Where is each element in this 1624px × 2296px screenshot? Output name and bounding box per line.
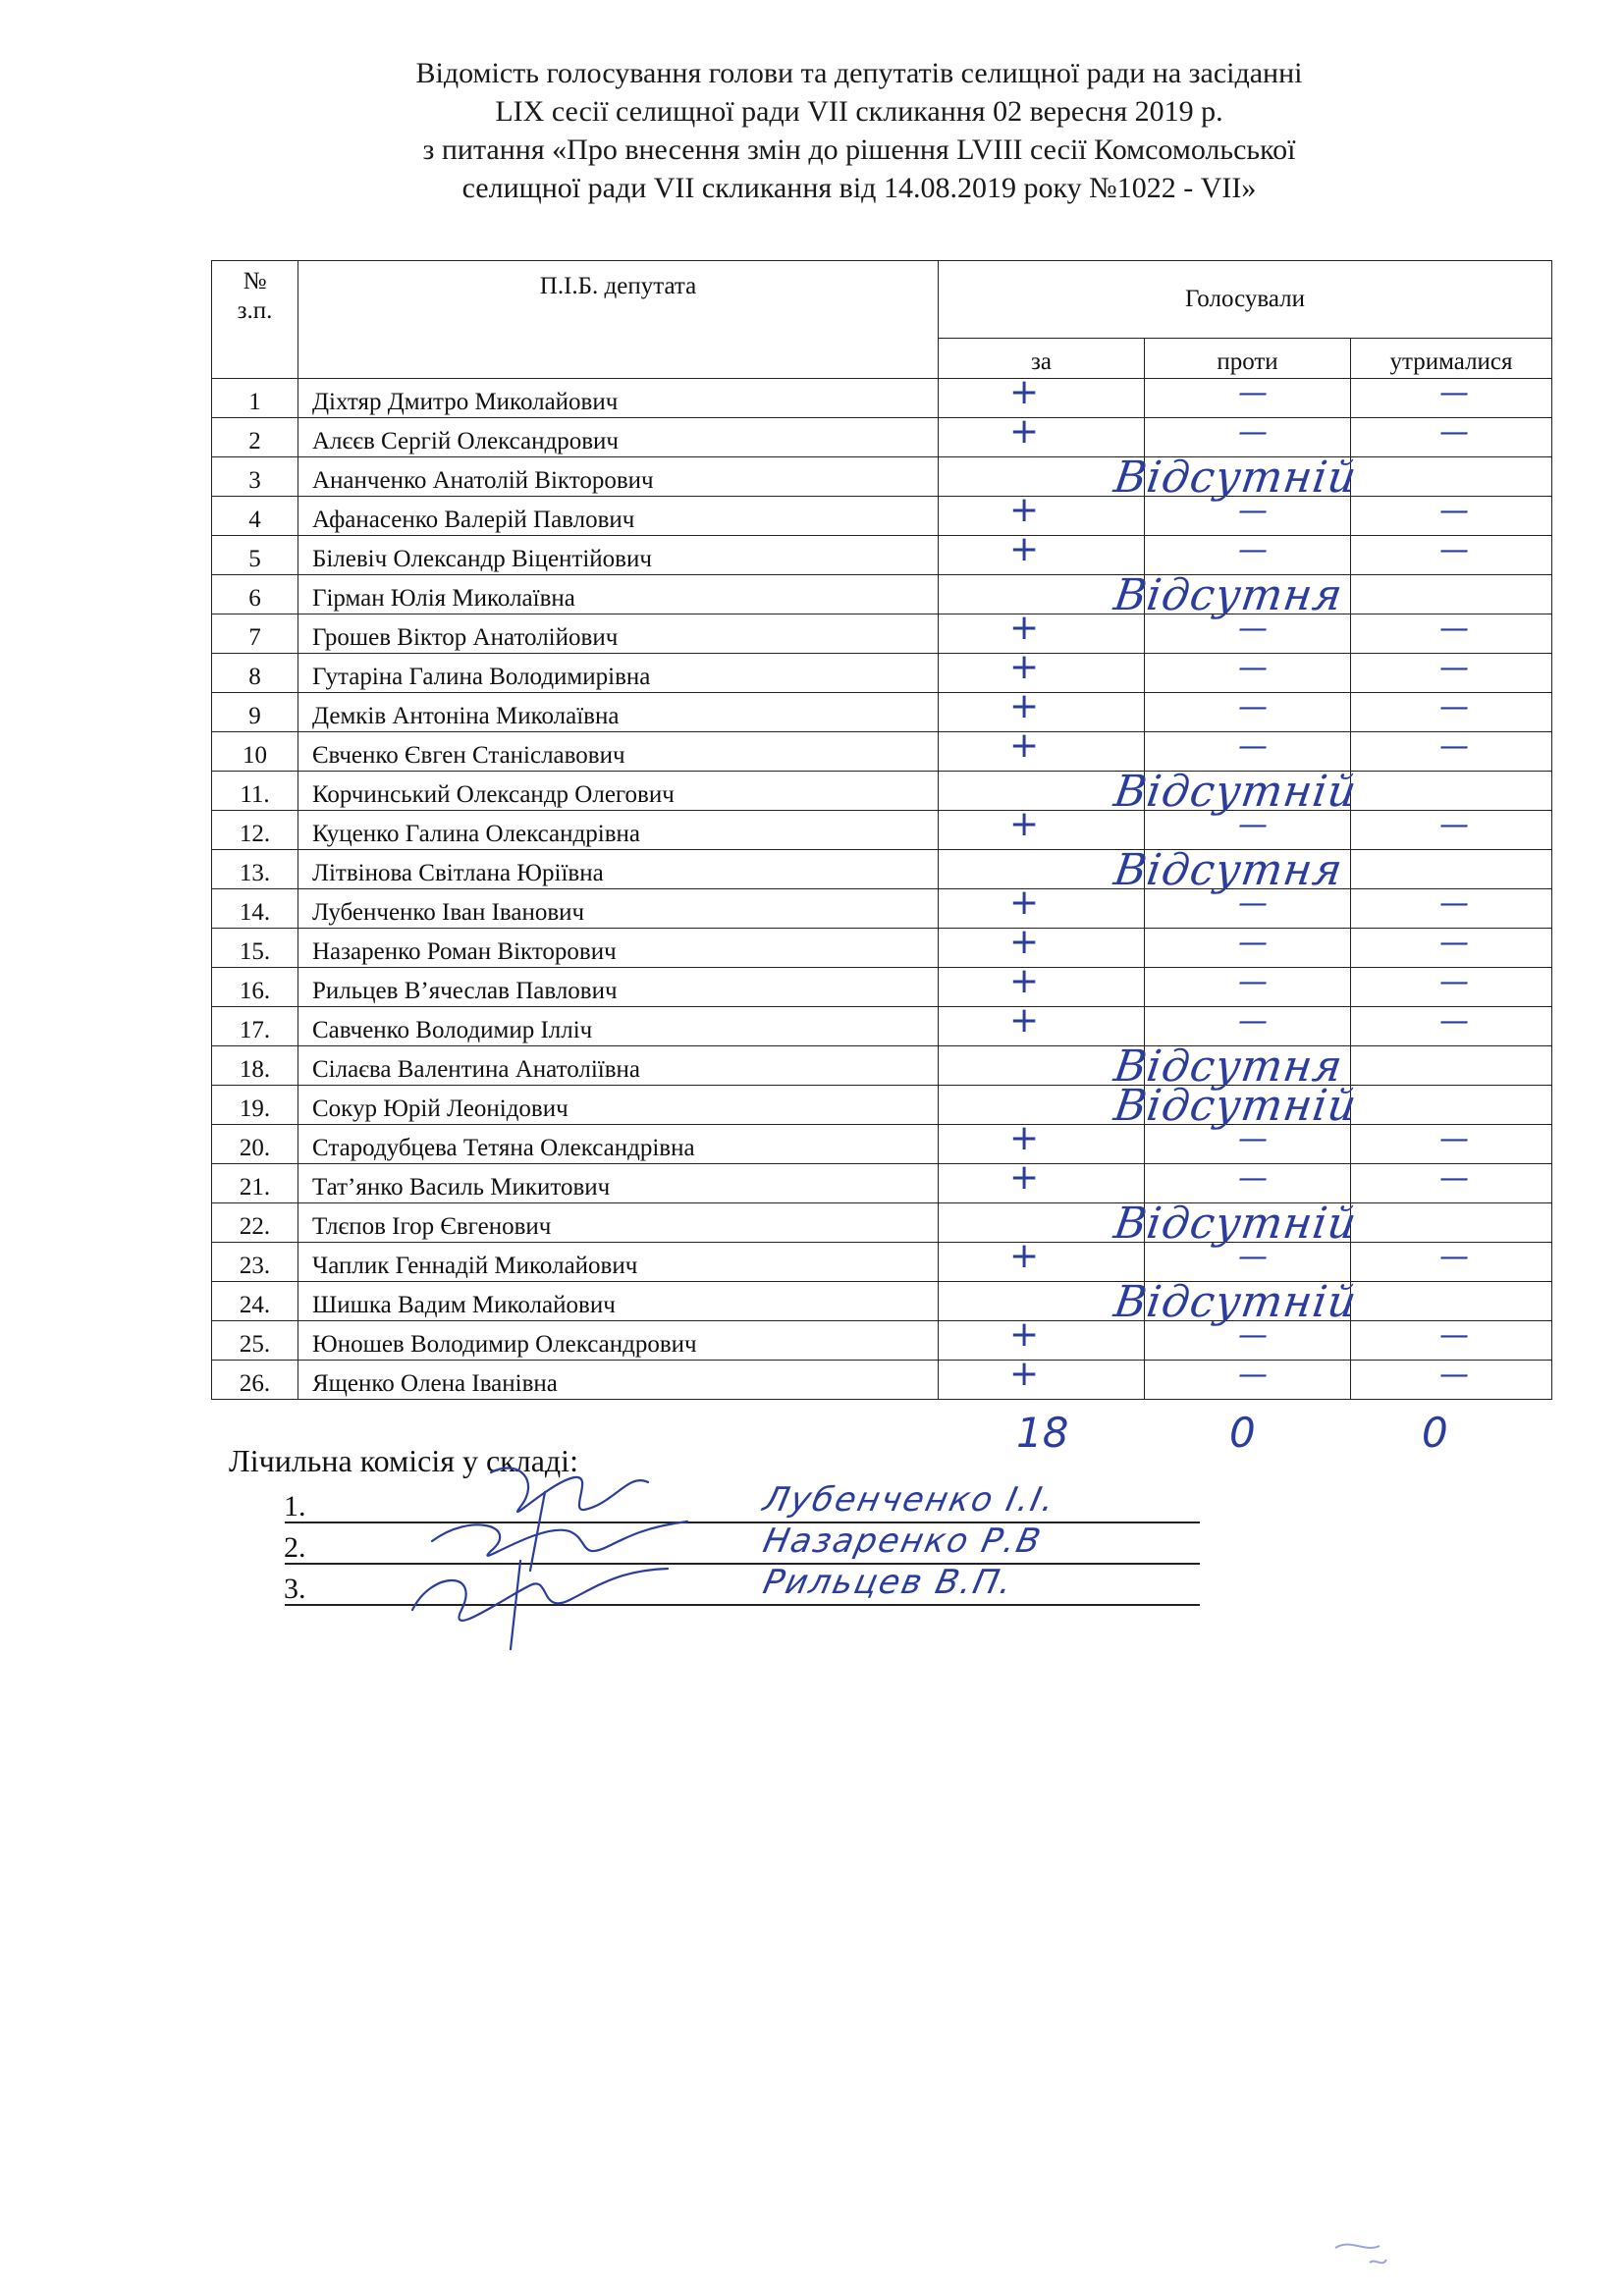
vote-dash-mark: — [1439,810,1469,842]
deputy-name: Куценко Галина Олександрівна [298,811,939,850]
vote-plus-mark: + [1009,810,1040,844]
deputy-name: Назаренко Роман Вікторович [298,929,939,968]
vote-cell-proty [1145,1164,1351,1203]
row-number: 8 [212,654,298,693]
table-row [212,418,1552,457]
title-line-3: з питання «Про внесення змін до рішення LVIII сесії Комсомольської [422,133,1296,166]
deputy-name: Алєєв Сергій Олександрович [298,418,939,457]
vote-dash-mark: — [1439,731,1469,764]
row-number: 21. [212,1164,298,1203]
vote-dash-mark: — [1439,888,1469,921]
vote-cell-utr [1351,1282,1552,1321]
vote-dash-mark: — [1238,1006,1268,1039]
total-za: 18 [1016,1409,1069,1457]
vote-cell-utr [1351,575,1552,614]
title-line-2: LIX сесії селищної ради VII скликання 02 вересня 2019 р. [495,95,1223,128]
vote-cell-utr [1351,929,1552,968]
vote-plus-mark: + [1009,1242,1040,1276]
row-number: 14. [212,889,298,929]
vote-cell-utr [1351,1007,1552,1046]
table-row [212,693,1552,732]
total-proty: 0 [1229,1409,1256,1457]
vote-dash-mark: — [1439,1124,1469,1156]
vote-dash-mark: — [1439,1006,1469,1039]
vote-cell-utr [1351,1321,1552,1361]
vote-cell-proty [1145,379,1351,418]
row-number: 26. [212,1361,298,1400]
member-number: 1. [284,1490,306,1522]
member-name: Лубенченко І.І. [759,1480,1060,1520]
vote-dash-mark: — [1439,1242,1469,1274]
table-row [212,1046,1552,1086]
absent-note: Відсутня [1110,570,1346,620]
vote-cell-proty [1145,693,1351,732]
vote-dash-mark: — [1439,496,1469,528]
deputy-name: Діхтяр Дмитро Миколайович [298,379,939,418]
vote-dash-mark: — [1238,692,1268,724]
deputy-name: Савченко Володимир Ілліч [298,1007,939,1046]
vote-plus-mark: + [1009,1163,1040,1198]
row-number: 1 [212,379,298,418]
vote-plus-mark: + [1009,378,1040,412]
member-name: Рильцев В.П. [759,1563,1018,1602]
row-number: 16. [212,968,298,1007]
table-row [212,1007,1552,1046]
vote-cell-utr [1351,732,1552,772]
absent-note: Відсутній [1110,453,1361,503]
deputy-name: Ананченко Анатолій Вікторович [298,457,939,497]
vote-plus-mark: + [1009,653,1040,687]
vote-cell-proty [1145,536,1351,575]
vote-cell-za [939,654,1145,693]
vote-plus-mark: + [1009,1124,1040,1158]
vote-dash-mark: — [1238,731,1268,764]
vote-plus-mark: + [1009,496,1040,530]
vote-dash-mark: — [1439,1163,1469,1196]
vote-plus-mark: + [1009,1360,1040,1394]
vote-dash-mark: — [1238,1124,1268,1156]
vote-cell-utr [1351,968,1552,1007]
table-row [212,889,1552,929]
deputy-name: Лубенченко Іван Іванович [298,889,939,929]
vote-cell-za [939,379,1145,418]
vote-cell-utr [1351,1203,1552,1243]
title-line-1: Відомість голосування голови та депутатів селищної ради на засіданні [415,57,1303,89]
signature-scribbles [373,1453,727,1659]
vote-plus-mark: + [1009,888,1040,923]
deputy-name: Сілаєва Валентина Анатоліївна [298,1046,939,1086]
vote-cell-utr [1351,379,1552,418]
vote-cell-utr [1351,497,1552,536]
deputy-name: Гутаріна Галина Володимирівна [298,654,939,693]
vote-cell-utr [1351,693,1552,732]
table-row [212,1164,1552,1203]
vote-dash-mark: — [1238,1163,1268,1196]
vote-dash-mark: — [1238,653,1268,685]
vote-cell-utr [1351,811,1552,850]
vote-dash-mark: — [1238,967,1268,999]
vote-dash-mark: — [1238,614,1268,646]
vote-cell-proty [1145,1007,1351,1046]
commission-label: Лічильна комісія у складі: [229,1443,578,1478]
title-line-4: селищної ради VII скликання від 14.08.2019 року №1022 - VII» [461,172,1257,204]
vote-cell-utr [1351,1125,1552,1164]
deputy-name: Гірман Юлія Миколаївна [298,575,939,614]
vote-cell-proty [1145,418,1351,457]
row-number: 18. [212,1046,298,1086]
vote-plus-mark: + [1009,535,1040,569]
deputy-name: Стародубцева Тетяна Олександрівна [298,1125,939,1164]
row-number: 23. [212,1243,298,1282]
absent-note: Відсутній [1110,1199,1361,1249]
vote-cell-za [939,536,1145,575]
document-title [245,54,1473,207]
deputy-name: Євченко Євген Станіславович [298,732,939,772]
vote-cell-utr [1351,457,1552,497]
vote-cell-utr [1351,654,1552,693]
header-number [212,261,298,379]
vote-cell-utr [1351,614,1552,654]
header-name: П.І.Б. депутата [298,261,939,379]
vote-dash-mark: — [1439,928,1469,960]
vote-plus-mark: + [1009,614,1040,648]
row-number: 4 [212,497,298,536]
vote-cell-za [939,732,1145,772]
header-proty: проти [1145,339,1351,379]
row-number: 15. [212,929,298,968]
table-row [212,1361,1552,1400]
deputy-name: Літвінова Світлана Юріївна [298,850,939,889]
deputy-name: Білевіч Олександр Віцентійович [298,536,939,575]
table-row [212,654,1552,693]
total-utrymalysia: 0 [1422,1409,1448,1457]
vote-plus-mark: + [1009,731,1040,766]
vote-dash-mark: — [1439,967,1469,999]
row-number: 12. [212,811,298,850]
row-number: 19. [212,1086,298,1125]
vote-cell-utr [1351,1086,1552,1125]
vote-dash-mark: — [1238,888,1268,921]
vote-plus-mark: + [1009,1320,1040,1355]
vote-cell-utr [1351,889,1552,929]
vote-cell-utr [1351,536,1552,575]
vote-plus-mark: + [1009,1006,1040,1041]
vote-cell-utr [1351,850,1552,889]
row-number: 20. [212,1125,298,1164]
vote-cell-proty [1145,1361,1351,1400]
deputy-name: Корчинський Олександр Олегович [298,772,939,811]
vote-dash-mark: — [1439,1320,1469,1353]
table-row [212,614,1552,654]
header-number-sign: № [243,268,267,294]
absent-note: Відсутній [1110,767,1361,817]
vote-plus-mark: + [1009,417,1040,452]
vote-dash-mark: — [1238,1360,1268,1392]
vote-cell-proty [1145,968,1351,1007]
vote-dash-mark: — [1238,1242,1268,1274]
header-number-abbr: з.п. [237,297,273,324]
deputy-name: Тат’янко Василь Микитович [298,1164,939,1203]
stray-mark [1326,2228,1404,2277]
row-number: 11. [212,772,298,811]
deputy-name: Афанасенко Валерій Павлович [298,497,939,536]
row-number: 22. [212,1203,298,1243]
vote-dash-mark: — [1439,535,1469,567]
vote-dash-mark: — [1238,1320,1268,1353]
member-name: Назаренко Р.В [759,1522,1047,1561]
vote-plus-mark: + [1009,967,1040,1001]
vote-cell-utr [1351,772,1552,811]
table-row [212,575,1552,614]
absent-note: Відсутня [1110,1041,1346,1092]
row-number: 9 [212,693,298,732]
deputy-name: Ященко Олена Іванівна [298,1361,939,1400]
row-number: 6 [212,575,298,614]
deputy-name: Сокур Юрій Леонідович [298,1086,939,1125]
member-number: 2. [284,1531,306,1564]
vote-plus-mark: + [1009,692,1040,726]
table-row [212,379,1552,418]
vote-cell-utr [1351,418,1552,457]
vote-cell-proty [1145,929,1351,968]
absent-note: Відсутня [1110,845,1346,895]
vote-cell-utr [1351,1361,1552,1400]
vote-dash-mark: — [1238,810,1268,842]
row-number: 25. [212,1321,298,1361]
vote-cell-proty [1145,732,1351,772]
deputy-name: Шишка Вадим Миколайович [298,1282,939,1321]
deputy-name: Чаплик Геннадій Миколайович [298,1243,939,1282]
vote-dash-mark: — [1439,614,1469,646]
vote-dash-mark: — [1238,496,1268,528]
header-voted: Голосували [939,261,1552,339]
absent-note: Відсутній [1110,1277,1361,1327]
vote-cell-utr [1351,1243,1552,1282]
vote-dash-mark: — [1439,692,1469,724]
vote-cell-za [939,968,1145,1007]
table-row [212,850,1552,889]
row-number: 7 [212,614,298,654]
vote-plus-mark: + [1009,928,1040,962]
header-za: за [939,339,1145,379]
header-utrymalysia: утрималися [1351,339,1552,379]
deputy-name: Тлєпов Ігор Євгенович [298,1203,939,1243]
vote-cell-za [939,693,1145,732]
row-number: 5 [212,536,298,575]
row-number: 2 [212,418,298,457]
vote-cell-proty [1145,654,1351,693]
table-row [212,536,1552,575]
vote-dash-mark: — [1439,417,1469,450]
vote-dash-mark: — [1439,653,1469,685]
vote-dash-mark: — [1238,378,1268,410]
table-row [212,968,1552,1007]
row-number: 24. [212,1282,298,1321]
vote-dash-mark: — [1439,378,1469,410]
row-number: 3 [212,457,298,497]
deputy-name: Юношев Володимир Олександрович [298,1321,939,1361]
row-number: 17. [212,1007,298,1046]
row-number: 10 [212,732,298,772]
table-row [212,732,1552,772]
vote-cell-za [939,1164,1145,1203]
vote-cell-za [939,929,1145,968]
absent-note: Відсутній [1110,1081,1361,1131]
deputy-name: Грошев Віктор Анатолійович [298,614,939,654]
vote-cell-utr [1351,1046,1552,1086]
vote-cell-za [939,1361,1145,1400]
deputy-name: Демків Антоніна Миколаївна [298,693,939,732]
deputy-name: Рильцев В’ячеслав Павлович [298,968,939,1007]
member-number: 3. [284,1573,306,1605]
vote-dash-mark: — [1238,417,1268,450]
row-number: 13. [212,850,298,889]
vote-dash-mark: — [1439,1360,1469,1392]
vote-cell-utr [1351,1164,1552,1203]
vote-cell-za [939,1007,1145,1046]
table-row [212,929,1552,968]
vote-cell-za [939,418,1145,457]
vote-dash-mark: — [1238,535,1268,567]
vote-dash-mark: — [1238,928,1268,960]
